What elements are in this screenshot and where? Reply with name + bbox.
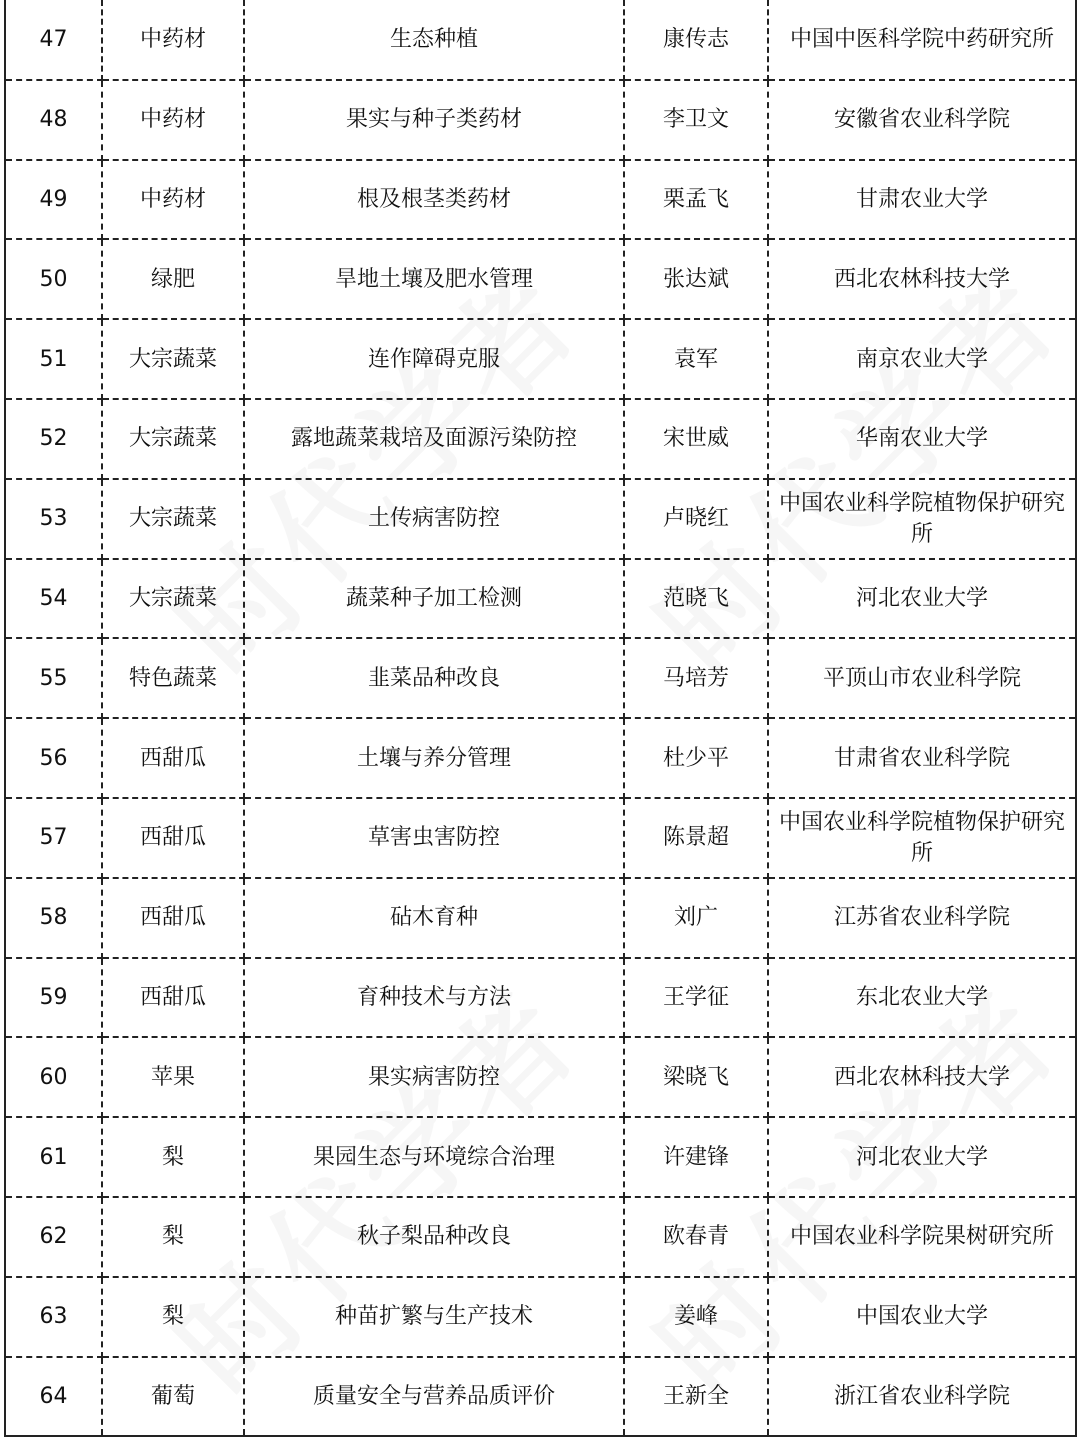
industry-category: 葡萄 [102, 1357, 244, 1437]
row-number: 60 [5, 1037, 102, 1117]
industry-category: 中药材 [102, 160, 244, 240]
research-direction: 生态种植 [244, 0, 624, 80]
table-row [5, 798, 1076, 878]
row-number: 53 [5, 479, 102, 559]
table-row [5, 559, 1076, 639]
organization: 东北农业大学 [768, 958, 1076, 1038]
organization: 安徽省农业科学院 [768, 80, 1076, 160]
industry-category: 大宗蔬菜 [102, 319, 244, 399]
organization: 西北农林科技大学 [768, 239, 1076, 319]
organization: 河北农业大学 [768, 559, 1076, 639]
research-direction: 质量安全与营养品质评价 [244, 1357, 624, 1437]
row-number: 58 [5, 878, 102, 958]
expert-name: 袁军 [624, 319, 768, 399]
expert-table-sheet [4, 0, 1075, 1436]
expert-name: 康传志 [624, 0, 768, 80]
industry-category: 西甜瓜 [102, 718, 244, 798]
expert-name: 王学征 [624, 958, 768, 1038]
row-number: 55 [5, 638, 102, 718]
expert-name: 李卫文 [624, 80, 768, 160]
table-row [5, 319, 1076, 399]
organization: 中国农业科学院植物保护研究所 [768, 479, 1076, 559]
table-row [5, 1277, 1076, 1357]
research-direction: 秋子梨品种改良 [244, 1197, 624, 1277]
organization: 甘肃省农业科学院 [768, 718, 1076, 798]
organization: 平顶山市农业科学院 [768, 638, 1076, 718]
expert-name: 欧春青 [624, 1197, 768, 1277]
row-number: 51 [5, 319, 102, 399]
industry-category: 大宗蔬菜 [102, 559, 244, 639]
expert-name: 杜少平 [624, 718, 768, 798]
research-direction: 根及根茎类药材 [244, 160, 624, 240]
table-row [5, 1197, 1076, 1277]
expert-name: 卢晓红 [624, 479, 768, 559]
organization: 甘肃农业大学 [768, 160, 1076, 240]
industry-category: 梨 [102, 1277, 244, 1357]
row-number: 59 [5, 958, 102, 1038]
industry-category: 大宗蔬菜 [102, 399, 244, 479]
table-row [5, 878, 1076, 958]
research-direction: 果园生态与环境综合治理 [244, 1117, 624, 1197]
row-number: 57 [5, 798, 102, 878]
expert-name: 陈景超 [624, 798, 768, 878]
organization: 浙江省农业科学院 [768, 1357, 1076, 1437]
industry-category: 梨 [102, 1197, 244, 1277]
organization: 河北农业大学 [768, 1117, 1076, 1197]
industry-category: 西甜瓜 [102, 878, 244, 958]
table-row [5, 1037, 1076, 1117]
table-row [5, 958, 1076, 1038]
row-number: 52 [5, 399, 102, 479]
research-direction: 蔬菜种子加工检测 [244, 559, 624, 639]
expert-table-body [5, 0, 1076, 1436]
organization: 中国中医科学院中药研究所 [768, 0, 1076, 80]
research-direction: 土壤与养分管理 [244, 718, 624, 798]
organization: 华南农业大学 [768, 399, 1076, 479]
row-number: 49 [5, 160, 102, 240]
research-direction: 种苗扩繁与生产技术 [244, 1277, 624, 1357]
table-row [5, 399, 1076, 479]
research-direction: 旱地土壤及肥水管理 [244, 239, 624, 319]
table-row [5, 1117, 1076, 1197]
industry-category: 特色蔬菜 [102, 638, 244, 718]
expert-name: 姜峰 [624, 1277, 768, 1357]
organization: 中国农业大学 [768, 1277, 1076, 1357]
table-row [5, 0, 1076, 80]
expert-name: 许建锋 [624, 1117, 768, 1197]
row-number: 63 [5, 1277, 102, 1357]
research-direction: 连作障碍克服 [244, 319, 624, 399]
research-direction: 韭菜品种改良 [244, 638, 624, 718]
table-row [5, 80, 1076, 160]
organization: 西北农林科技大学 [768, 1037, 1076, 1117]
row-number: 56 [5, 718, 102, 798]
research-direction: 育种技术与方法 [244, 958, 624, 1038]
table-row [5, 718, 1076, 798]
expert-name: 刘广 [624, 878, 768, 958]
table-row [5, 1357, 1076, 1437]
research-direction: 草害虫害防控 [244, 798, 624, 878]
organization: 江苏省农业科学院 [768, 878, 1076, 958]
row-number: 50 [5, 239, 102, 319]
research-direction: 土传病害防控 [244, 479, 624, 559]
expert-name: 宋世威 [624, 399, 768, 479]
table-row [5, 160, 1076, 240]
expert-name: 栗孟飞 [624, 160, 768, 240]
row-number: 48 [5, 80, 102, 160]
organization: 中国农业科学院植物保护研究所 [768, 798, 1076, 878]
research-direction: 果实与种子类药材 [244, 80, 624, 160]
expert-name: 马培芳 [624, 638, 768, 718]
row-number: 64 [5, 1357, 102, 1437]
row-number: 54 [5, 559, 102, 639]
expert-name: 范晓飞 [624, 559, 768, 639]
row-number: 62 [5, 1197, 102, 1277]
research-direction: 砧木育种 [244, 878, 624, 958]
table-row [5, 479, 1076, 559]
industry-category: 中药材 [102, 0, 244, 80]
research-direction: 露地蔬菜栽培及面源污染防控 [244, 399, 624, 479]
table-row [5, 239, 1076, 319]
industry-category: 绿肥 [102, 239, 244, 319]
expert-name: 梁晓飞 [624, 1037, 768, 1117]
expert-table [4, 0, 1077, 1437]
row-number: 61 [5, 1117, 102, 1197]
industry-category: 梨 [102, 1117, 244, 1197]
row-number: 47 [5, 0, 102, 80]
industry-category: 大宗蔬菜 [102, 479, 244, 559]
industry-category: 苹果 [102, 1037, 244, 1117]
table-row [5, 638, 1076, 718]
expert-name: 张达斌 [624, 239, 768, 319]
industry-category: 西甜瓜 [102, 798, 244, 878]
organization: 中国农业科学院果树研究所 [768, 1197, 1076, 1277]
research-direction: 果实病害防控 [244, 1037, 624, 1117]
expert-name: 王新全 [624, 1357, 768, 1437]
industry-category: 中药材 [102, 80, 244, 160]
industry-category: 西甜瓜 [102, 958, 244, 1038]
organization: 南京农业大学 [768, 319, 1076, 399]
